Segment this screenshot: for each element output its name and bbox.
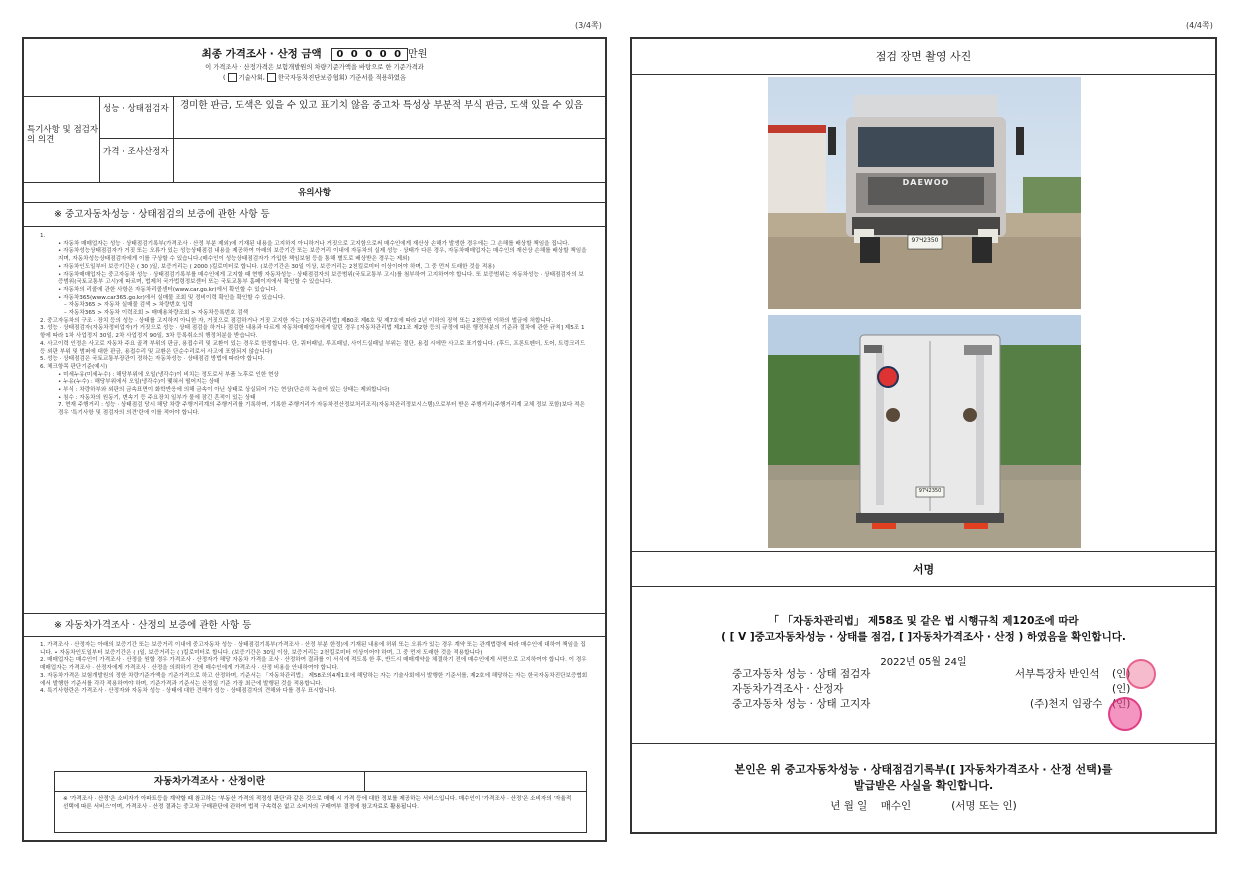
notice-item: • 자동차 매매업자는 성능 · 상태점검기록부(가격조사 · 산정 부분 제외)에 기재된 내용을 고지하지 아니하거나 거짓으로 고지함으로써 매수인에게 재산상 손해가 발생한 경우에는 그 손해를 배상할 책임을 집니다. (58, 240, 570, 247)
notice-section2-body (40, 642, 589, 762)
note2-engineers: 기술사회, (238, 74, 265, 82)
info-box-title: 자동차가격조사 · 산정이란 (55, 772, 365, 791)
page-number-right: (4/4쪽) (1186, 21, 1213, 30)
signer-appraiser-seal-mark: (인) (1112, 683, 1131, 695)
final-price-note2 (24, 73, 605, 83)
photo-section-title: 점검 장면 촬영 사진 (632, 39, 1215, 75)
notice-section2-title: ※ 자동차가격조사 · 산정의 보증에 관한 사항 등 (54, 620, 252, 631)
notice-section1-title: ※ 중고자동차성능 · 상태점검의 보증에 관한 사항 등 (54, 209, 270, 220)
right-page (630, 37, 1217, 834)
notice-item: • 자동차의 리콜에 관한 사항은 자동차리콜센터(www.car.go.kr)에서 확인할 수 있습니다. (58, 286, 278, 293)
signer-inspector-role: 중고자동차 성능 · 상태 점검자 (732, 668, 871, 680)
page-number-left: (3/4쪽) (575, 21, 602, 30)
final-price-section (24, 39, 605, 97)
notice-item: • 누유(누수) : 해당부위에서 오일(냉각수)이 맺혀서 떨어지는 상태 (58, 379, 220, 386)
buyer-sign-row (632, 798, 1215, 814)
truck-front-plate: 97Ч2350 (911, 237, 939, 244)
notice-item: 4. 사고이력 인정은 사고로 자동차 주요 골격 부위의 판금, 용접수리 및 교환이 있는 경우로 한정합니다. 단, 쿼터패널, 루프패널, 사이드실패널 부위는 절단, 용접 시에만 사고로 표기합니다. (후드, 프론트펜더, 도어, 트렁크리드 등 외판 부위 및 범퍼에 대한 판금, 용접수리 및 교환은 단순수리로서 사고에 포함되지 않습니다) (40, 340, 586, 355)
signer-notifier-name: (주)천지 임광수 (1030, 698, 1103, 710)
buyer-date: 년 월 일 (830, 800, 868, 812)
truck-rear-image (768, 315, 1081, 548)
inspector-seal-stamp (1126, 659, 1156, 689)
notice2-item: 3. 자동차가격은 보험개발원의 정한 차량기준가액을 기준가격으로 하고 산정하며, 기준서는 「자동차관리법」 제58조의4제1호에 해당하는 자는 기술사회에서 발행한 기준서를, 제2호에 해당하는 자는 한국자동차진단보증협회에서 발행한 기준서를 각각 적용하여야 하며, 기준가격과 기준서는 산정일 기준 가장 최근에 발행된 것을 적용합니다. (40, 672, 588, 687)
special-remarks-label: 특기사항 및 점검자의 의견 (24, 97, 100, 183)
notice-item: – 자동차365 > 자동차 이력조회 > 매매용차량조회 > 자동차등록번호 검색 (64, 310, 249, 317)
final-price-title: 최종 가격조사 · 산정 금액 (201, 48, 322, 60)
signature-date: 2022년 05월 24일 (880, 657, 967, 668)
truck-front-image (768, 77, 1081, 309)
notice-item: 5. 성능 · 상태점검은 국토교통부장관이 정하는 자동차성능 · 상태점검 방법에 따라야 합니다. (40, 356, 265, 363)
confirm-line: ( [ V ]중고자동차성능 · 상태를 점검, [ ]자동차가격조사 · 산정 ) 하였음을 확인합니다. (721, 631, 1126, 643)
signature-section-title: 서명 (632, 551, 1215, 587)
checkbox-kaida[interactable] (267, 73, 276, 82)
notice-item: • 미세누유(미세누수) : 해당부위에 오일(냉각수)이 비치는 정도로서 부품 노후로 인한 현상 (58, 371, 279, 378)
notice-section1-body (40, 233, 589, 613)
info-box-header (55, 772, 586, 792)
truck-front-photo (768, 77, 1081, 309)
left-page (22, 37, 607, 842)
note2-kaida: 한국자동차진단보증협회) 기준서를 적용하였음 (277, 74, 406, 82)
buyer-confirmation (632, 743, 1215, 834)
notice-item: • 부식 : 차량하부와 외판의 금속표면이 화학반응에 의해 금속이 아닌 상태로 상실되어 가는 현상(단순히 녹슬어 있는 상태는 제외합니다) (58, 387, 390, 394)
inspector-opinion: 경미한 판금, 도색은 있을 수 있고 표기치 않음 중고차 특성상 부분적 부식 판금, 도색 있을 수 있음 (174, 97, 605, 139)
signer-inspector-name: 서부특장차 반인석 (1015, 668, 1100, 680)
truck-rear-photo (768, 315, 1081, 548)
buyer-line1: 본인은 위 중고자동차성능 · 상태점검기록부([ ]자동차가격조사 · 산정 선택)를 (734, 763, 1113, 776)
note2-open: ( (223, 74, 226, 82)
buyer-signature[interactable]: (서명 또는 인) (951, 800, 1017, 812)
signer-appraiser-role: 자동차가격조사 · 산정자 (732, 683, 844, 695)
law-line: 「 「자동차관리법」 제58조 및 같은 법 시행규칙 제120조에 따라 (768, 615, 1079, 627)
notifier-seal-stamp (1108, 697, 1142, 731)
notice-item: • 자동차365(www.car365.go.kr)에서 실매물 조회 및 정비이력 확인을 확인할 수 있습니다. (58, 294, 286, 301)
final-price-unit: 만원 (408, 49, 428, 60)
notice-item: 7. 현재 주행거리 : 성능 · 상태점검 당시 해당 차량 주행거리계의 주행거리를 기록하며, 기록한 주행거리가 자동차전산정보처리조직(자동차관리정보시스템)으로부터 받은 주행거리(주행거리계 교체 정보 포함)보다 적은 경우 '특기사항 및 점검자의 의견'란에 이를 적어야 합니다. (58, 402, 585, 417)
appraiser-opinion (174, 139, 605, 183)
signature-law-text (632, 613, 1215, 645)
buyer-line2: 발급받은 사실을 확인합니다. (853, 779, 994, 792)
truck-brand-label: DAEWOO (902, 178, 950, 187)
notice-item: • 자동차인도일부터 보증기간은 ( 30 )일, 보증거리는 ( 2000 )킬로미터로 합니다. (보증기간은 30일 이상, 보증거리는 2천킬로미터 이상이어야 하며, 그 중 먼저 도래한 것을 적용) (58, 263, 495, 270)
notice-item: 6. 체크항목 판단기준(예시) (40, 363, 108, 370)
final-price-note1: 이 가격조사 · 산정가격은 보험개발원의 차량기준가액을 바탕으로 한 기준가격과 (205, 64, 424, 71)
notice-item: 2. 중고자동차의 구조 · 장치 등의 성능 · 상태를 고지하지 아니한 자, 거짓으로 점검하거나 거짓 고지한 자는 [자동차관리법] 제80조 제6호 및 제7호에 따라 2년 이하의 징역 또는 2천만원 이하의 벌금에 처합니다. (40, 317, 553, 324)
final-price-amount: 0 0 0 0 0 (331, 48, 408, 61)
appraiser-label: 가격 · 조사산정자 (100, 139, 174, 183)
checkbox-engineers-association[interactable] (228, 73, 237, 82)
notice-item: 3. 성능 · 상태점검자(자동차정비업자)가 거짓으로 성능 · 상태 점검을 하거나 점검한 내용과 다르게 자동차매매업자에게 알린 경우 [자동차관리법 제21조 제2항 등의 규정에 따른 행정처분의 기준과 절차에 관한 규칙] 제5조 1항에 따라 1차 사업정지 30일, 2차 사업정지 90일, 3차 등록취소의 행정처분을 받습니다. (40, 325, 585, 340)
info-box-text: ※ '가격조사 · 산정'은 소비자가 아파트등을 계약할 때 참고하는 '부동산 가격의 적정성 판단'과 같은 것으로 매매 시 가격 등에 대한 정보를 제공하는 서비스입니다. 매수인이 '가격조사 · 산정'은 소비자의 '자율적 선택에 따른 서비스'이며, 가격조사 · 산정 결과는 중고차 구매판단에 관하여 법적 구속력은 없고 소비자의 구매여부 결정에 참고자료로 활용됩니다. (63, 796, 572, 811)
buyer-label: 매수인 (880, 800, 912, 812)
inspector-label: 성능 · 상태점검자 (100, 97, 174, 139)
signer-notifier-role: 중고자동차 성능 · 상태 고지자 (732, 698, 871, 710)
notice-item: – 자동차365 > 자동차 실매물 검색 > 차량번호 입력 (64, 302, 193, 309)
special-remarks-table (24, 97, 605, 183)
notice-item: • 자동차성능상태점검자가 거짓 또는 오류가 있는 성능상태점검 내용을 제공하여 아래의 보증기간 또는 보증거리 이내에 자동차의 실제 성능 · 상태가 다른 경우, 자동차매매업자는 매수인의 재산상 손해를 배상할 책임을 지며, 자동차성능상태점검자에게 이를 구상할 수 있습니다.(매수인이 성능상태점검자가 가입한 책임보험 등을 통해 별도로 배상받은 경우는 제외) (58, 248, 587, 263)
notice-title: 유의사항 (24, 183, 605, 203)
truck-rear-plate: 97Ч2350 (918, 488, 942, 494)
price-appraisal-info-box (54, 771, 587, 833)
notice2-item: 4. 특기사항란은 가격조사 · 산정자와 자동차 성능 · 상태에 대한 견해가 성능 · 상태점검자의 견해와 다를 경우 표시합니다. (40, 688, 337, 695)
notice-section2-header (24, 613, 605, 637)
notice-section1-header (24, 203, 605, 227)
notice-item: • 자동차매매업자는 중고자동차 성능 · 상태점검기록부를 매수인에게 고지할 때 현행 자동차성능 · 상태점검자의 보증범위(국토교통부 고시)를 첨부하여 고지하여야 합니다. 또 보증범위는 자동차성능 · 상태점검자의 보증범위(국토교통부 고시)에 따르며, 법제처 국가법령정보센터 또는 국토교통부 홈페이지에서 확인할 수 있습니다. (58, 271, 584, 286)
notice2-item: 1. 가격조사 · 산정자는 아래의 보증기간 또는 보증거리 이내에 중고자동차 성능 · 상태점검기록부(가격조사 · 산정 부분 한정)에 기재된 내용에 허위 또는 오류가 있는 경우 계약 또는 관계법령에 따라 매수인에 대하여 책임을 집니다. • 자동차인도일부터 보증기간은 ( )일, 보증거리는 ( )킬로미터로 합니다. (보증기간은 30일 이상, 보증거리는 2천킬로미터 이상이어야 하며, 그 중 먼저 도래한 것을 적용합니다) (40, 642, 586, 656)
final-price-heading (24, 45, 605, 61)
notice2-item: 2. 매매업자는 매수인이 가격조사 · 산정을 원할 경우 가격조사 · 산정자가 해당 자동차 가격을 조사 · 산정하여 결과를 이 서식에 적도록 한 후, 반드시 매매계약을 체결하기 전에 매수인에게 서면으로 고지하여야 합니다. 이 경우 매매업자는 가격조사 · 산정자에게 가격조사 · 산정을 의뢰하기 전에 매수인에게 가격조사 · 산정 비용을 안내하여야 합니다. (40, 657, 587, 672)
notice-item: • 침수 : 자동차의 원동기, 변속기 등 주요장치 일부가 물에 잠긴 흔적이 있는 상태 (58, 394, 256, 401)
notice-item: 1. (40, 233, 46, 239)
signer-inspector-seal-mark: (인) (1112, 668, 1131, 680)
